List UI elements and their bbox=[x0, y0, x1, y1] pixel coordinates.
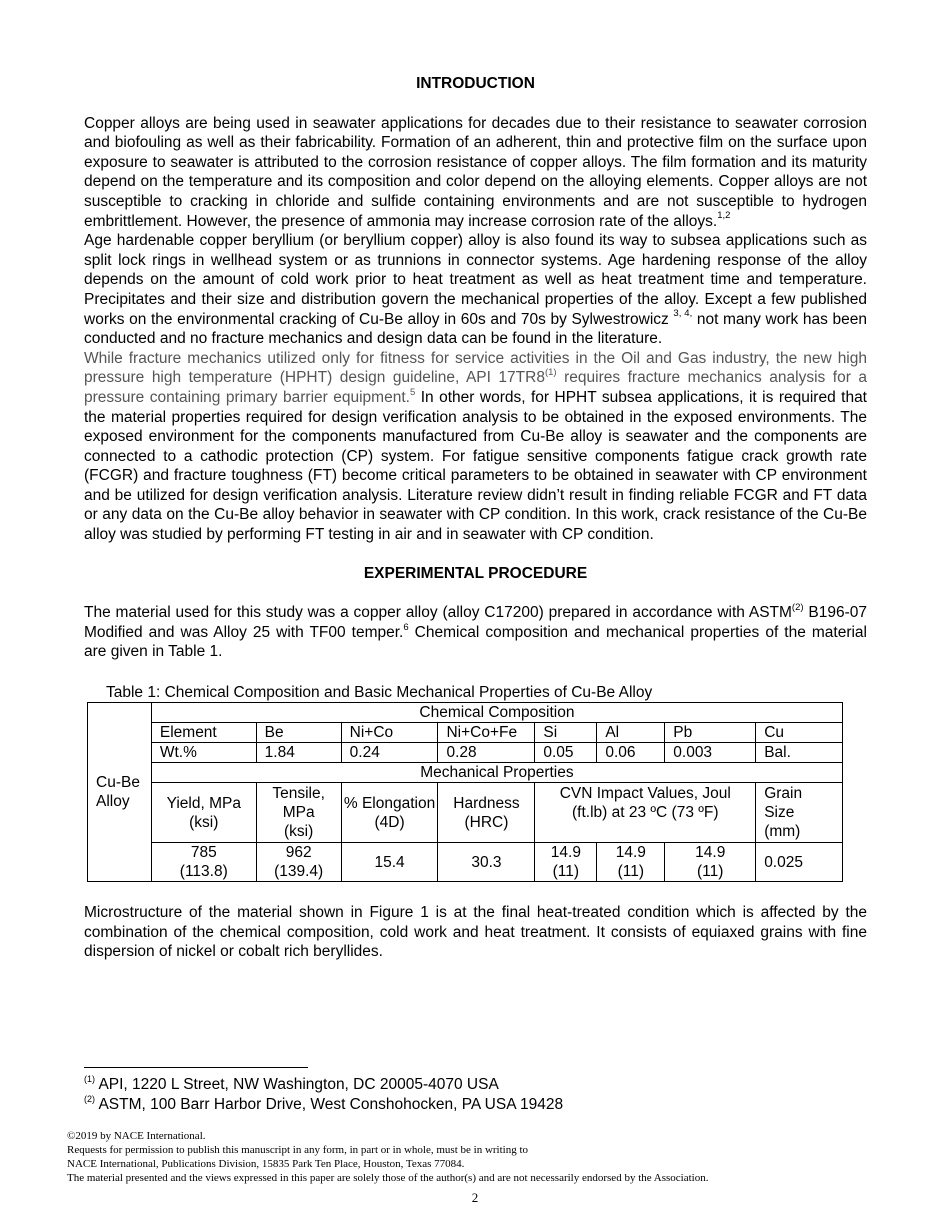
introduction-heading: INTRODUCTION bbox=[416, 75, 535, 92]
hardness-header: Hardness (HRC) bbox=[438, 783, 535, 843]
table-row bbox=[88, 843, 843, 882]
table-cell: 0.28 bbox=[438, 743, 535, 763]
table-cell: 0.24 bbox=[341, 743, 438, 763]
yield-header: Yield, MPa (ksi) bbox=[151, 783, 256, 843]
footnote-2: $^{(2)}$ ASTM, 100 Barr Harbor Drive, West Conshohocken, PA USA 19428 bbox=[84, 1093, 564, 1113]
legal-line: ©2019 by NACE International. bbox=[67, 1130, 206, 1142]
copyright-notice bbox=[67, 1129, 708, 1185]
footnotes bbox=[84, 1075, 563, 1115]
citation-ref: 3, 4, bbox=[673, 308, 693, 320]
properties-table bbox=[87, 702, 843, 882]
footnote-ref: (1) bbox=[544, 367, 557, 379]
table-cell: 30.3 bbox=[438, 843, 535, 882]
elongation-header: % Elongation (4D) bbox=[341, 783, 438, 843]
table-cell: 1.84 bbox=[256, 743, 341, 763]
table-row bbox=[88, 783, 843, 843]
cvn-header: CVN Impact Values, Joul (ft.lb) at 23 ºC (73 ºF) bbox=[535, 783, 756, 843]
page-number: 2 bbox=[471, 1190, 479, 1205]
procedure-paragraph-2: Microstructure of the material shown in Figure 1 is at the final heat-treated condition which is affected by the combination of the chemical composition, cold work and heat treatment. It consists of equiaxed grains with fine dispersion of nickel or cobalt rich beryllides. bbox=[84, 904, 867, 961]
legal-line: NACE International, Publications Division, 15835 Park Ten Place, Houston, Texas 77084. bbox=[67, 1158, 465, 1170]
table-cell: 14.9 (11) bbox=[535, 843, 597, 882]
intro-paragraph-1: Copper alloys are being used in seawater applications for decades due to their resistance to seawater corrosion and biofouling as well as their fabricability. Formation of an adherent, thin and protective film on the surface upon exposure to seawater is attributed to the corrosion resistance of copper alloys. The film formation and its maturity depend on the temperature and its composition and color depend on the alloying elements. Copper alloys are not susceptible to cracking in chloride and sulfide containing environments and are not susceptible to hydrogen embrittlement. However, the presence of ammonia may increase corrosion rate of the alloys.$^{1,2}$ bbox=[84, 114, 867, 230]
footnote-ref: (2) bbox=[791, 602, 804, 614]
table-cell: 15.4 bbox=[341, 843, 438, 882]
tensile-header: Tensile, MPa (ksi) bbox=[256, 783, 341, 843]
intro-paragraph-2: Age hardenable copper beryllium (or beryllium copper) alloy is also found its way to subsea applications such as split lock rings in wellhead system or as trunnions in connector systems. Age hardening response of the alloy depends on the amount of cold work prior to heat treatment as well as heat treatment time and temperature. Precipitates and their size and distribution govern the mechanical properties of the alloy. Except a few published works on the environmental cracking of Cu-Be alloy in 60s and 70s by Sylwestrowicz $^{3, 4,}$ not many work has been conducted and no fracture mechanics and design data can be found in the literature. bbox=[84, 232, 867, 348]
grain-size-header: Grain Size (mm) bbox=[756, 783, 843, 843]
legal-line: The material presented and the views expressed in this paper are solely those of the author(s) and are not necessarily endorsed by the Association. bbox=[67, 1172, 709, 1184]
intro-paragraph-3: While fracture mechanics utilized only for fitness for service activities in the Oil and Gas industry, the new high pressure high temperature (HPHT) design guideline, API 17TR8$^{(1)}$ requires fracture mechanics analysis for a pressure containing primary barrier equipment.$^5$ In other words, for HPHT subsea applications, it is required that the material properties required for design verification analysis to be obtained in the exposed environments. The exposed environment for the components manufactured from Cu-Be alloy is seawater and the components are connected to a cathodic protection (CP) system. For fatigue sensitive components fatigue crack growth rate (FCGR) and fracture toughness (FT) become critical parameters to be obtained in seawater with CP environment and be utilized for design verification analysis. Literature review didn’t result in finding reliable FCGR and FT data or any data on the Cu-Be alloy behavior in seawater with CP condition. In this work, crack resistance of the Cu-Be alloy was studied by performing FT testing in air and in seawater with CP condition. bbox=[84, 349, 867, 544]
citation-ref: 6 bbox=[403, 621, 409, 633]
legal-line: Requests for permission to publish this manuscript in any form, in part or in whole, must be in writing to bbox=[67, 1144, 529, 1156]
table-cell: Pb bbox=[665, 723, 756, 743]
table-row bbox=[88, 743, 843, 763]
table-row bbox=[88, 723, 843, 743]
table-cell: Be bbox=[256, 723, 341, 743]
citation-ref: 1,2 bbox=[717, 210, 731, 222]
table-cell: 14.9 (11) bbox=[597, 843, 665, 882]
citation-ref: 5 bbox=[409, 386, 416, 398]
page-body bbox=[84, 74, 867, 962]
table-cell: Wt.% bbox=[151, 743, 256, 763]
table-cell: Al bbox=[597, 723, 665, 743]
table-cell: Ni+Co bbox=[341, 723, 438, 743]
table-cell: 0.06 bbox=[597, 743, 665, 763]
table-cell: 785 (113.8) bbox=[151, 843, 256, 882]
table-cell: Bal. bbox=[756, 743, 843, 763]
table-cell: 962 (139.4) bbox=[256, 843, 341, 882]
table-caption: Table 1: Chemical Composition and Basic Mechanical Properties of Cu-Be Alloy bbox=[106, 684, 653, 702]
table-cell: 0.025 bbox=[756, 843, 843, 882]
table-cell: Ni+Co+Fe bbox=[438, 723, 535, 743]
footnote-divider bbox=[84, 1067, 308, 1068]
procedure-paragraph-1: The material used for this study was a copper alloy (alloy C17200) prepared in accordance with ASTM$^{(2)}$ B196-07 Modified and was Alloy 25 with TF00 temper.$^6$ Chemical composition and mechanical properties of the material are given in Table 1. bbox=[84, 602, 867, 661]
table-cell: 14.9 (11) bbox=[665, 843, 756, 882]
table-cell: 0.05 bbox=[535, 743, 597, 763]
footnote-1: $^{(1)}$ API, 1220 L Street, NW Washington, DC 20005-4070 USA bbox=[84, 1073, 499, 1093]
table-cell: Element bbox=[151, 723, 256, 743]
table-cell: Cu bbox=[756, 723, 843, 743]
table-cell: 0.003 bbox=[665, 743, 756, 763]
chem-composition-header: Chemical Composition bbox=[151, 703, 842, 723]
material-name-cell: Cu-Be Alloy bbox=[88, 703, 152, 882]
table-cell: Si bbox=[535, 723, 597, 743]
mech-properties-header: Mechanical Properties bbox=[151, 763, 842, 783]
experimental-procedure-heading: EXPERIMENTAL PROCEDURE bbox=[363, 564, 588, 582]
